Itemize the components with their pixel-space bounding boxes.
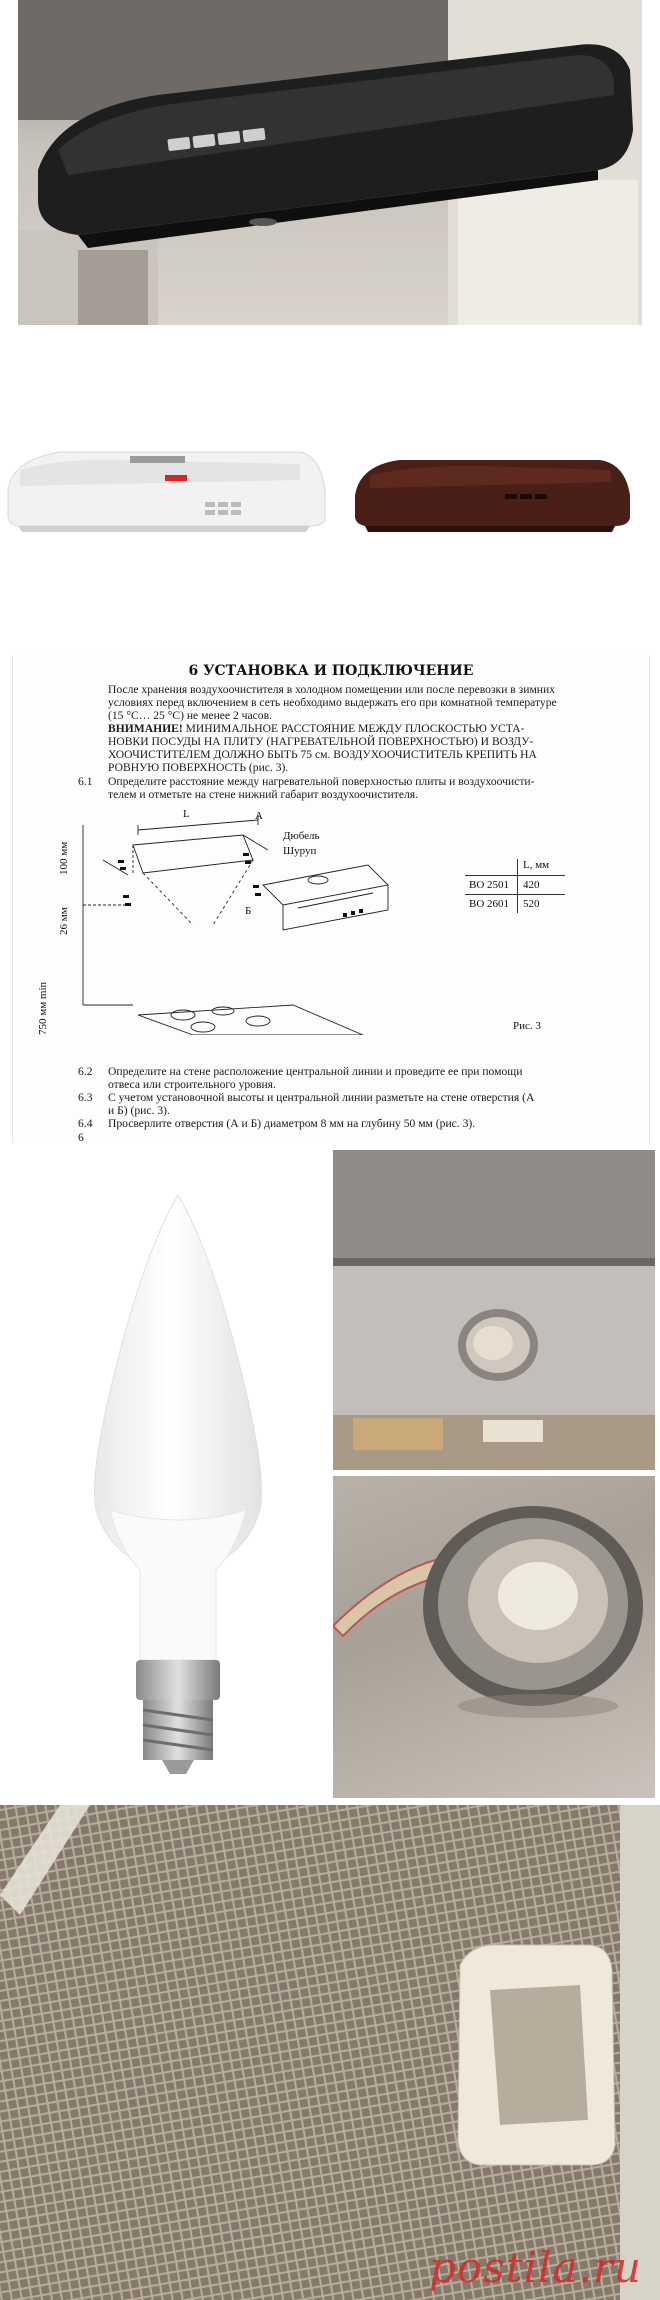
step-6-1-line-1: Определите расстояние между нагревательной поверхностью плиты и воздухоочисти- xyxy=(108,775,535,788)
white-and-brown-hoods-image xyxy=(0,420,660,650)
step-6-3-line-2: и Б) (рис. 3). xyxy=(108,1104,170,1117)
intro-line-3: (15 °C… 25 °C) не менее 2 часов. xyxy=(108,709,272,722)
photo-grease-filter xyxy=(0,1805,660,2300)
step-6-2-line-1: Определите на стене расположение центральной линии и проведите ее при помощи xyxy=(108,1065,523,1078)
warning-line-2: НОВКИ ПОСУДЫ НА ПЛИТУ (НАГРЕВАТЕЛЬНОЙ ПОВЕРХНОСТЬЮ) И ВОЗДУ- xyxy=(108,735,534,748)
brown-hood xyxy=(355,460,630,532)
warning-text-1: МИНИМАЛЬНОЕ РАССТОЯНИЕ МЕЖДУ ПЛОСКОСТЬЮ УСТА- xyxy=(182,722,525,735)
bulb-image xyxy=(0,1150,330,1800)
warning-label: ВНИМАНИЕ! xyxy=(108,722,183,735)
table-cell-value: 420 xyxy=(523,879,540,891)
next-step-number: 6 xyxy=(78,1131,84,1143)
white-hood xyxy=(8,452,325,532)
step-6-3-number: 6.3 xyxy=(78,1091,93,1104)
diagram-label-dowel: Дюбель xyxy=(283,830,320,842)
step-6-3-line-1: С учетом установочной высоты и центральной линии разметьте на стене отверстия (А xyxy=(108,1091,535,1104)
table-row: ВО 2601 xyxy=(469,898,510,910)
lamp-closeup-image xyxy=(333,1476,655,1798)
manual-page xyxy=(12,655,650,1143)
photo-hood-lamp xyxy=(333,1150,655,1470)
step-6-4-text: Просверлите отверстия (А и Б) диаметром 8 мм на глубину 50 мм (рис. 3). xyxy=(108,1117,476,1130)
table-header: L, мм xyxy=(523,859,550,871)
watermark: postila.ru xyxy=(429,2243,642,2292)
grease-filter-image xyxy=(0,1805,660,2300)
step-6-2-line-2: отвеса или строительного уровня. xyxy=(108,1078,276,1091)
figure-caption: Рис. 3 xyxy=(513,1020,541,1032)
section-title: 6 УСТАНОВКА И ПОДКЛЮЧЕНИЕ xyxy=(188,663,474,679)
table-cell-value: 520 xyxy=(523,898,540,910)
diagram-label-B: Б xyxy=(245,905,252,917)
diagram-label-screw: Шуруп xyxy=(283,845,317,857)
step-6-2-number: 6.2 xyxy=(78,1065,93,1078)
diagram-label-750mm: 750 мм min xyxy=(37,981,49,1035)
warning-line-4: РОВНУЮ ПОВЕРХНОСТЬ (рис. 3). xyxy=(108,761,289,774)
diagram-label-L: L xyxy=(183,808,190,820)
warning-line-3: ХООЧИСТИТЕЛЕМ ДОЛЖНО БЫТЬ 75 см. ВОЗДУХООЧИСТИТЕЛЬ КРЕПИТЬ НА xyxy=(108,748,537,761)
table-row: ВО 2501 xyxy=(469,879,510,891)
photo-lamp-closeup xyxy=(333,1476,655,1798)
photo-black-hood xyxy=(18,0,642,325)
hood-lamp-image xyxy=(333,1150,655,1470)
step-6-1-line-2: телем и отметьте на стене нижний габарит воздухоочистителя. xyxy=(108,788,418,801)
black-hood-image xyxy=(18,0,642,325)
photo-two-hoods xyxy=(0,420,660,650)
step-6-1-number: 6.1 xyxy=(78,775,93,788)
step-6-4-number: 6.4 xyxy=(78,1117,93,1130)
intro-line-1: После хранения воздухоочистителя в холодном помещении или после перевозки в зимних xyxy=(108,683,555,696)
diagram-label-26mm: 26 мм xyxy=(58,907,70,935)
photo-led-bulb xyxy=(0,1150,330,1800)
intro-line-2: условиях перед включением в сеть необходимо выдержать его при комнатной температуре xyxy=(108,696,557,709)
diagram-label-100mm: 100 мм xyxy=(58,841,70,875)
warning-line-1 xyxy=(108,722,524,735)
diagram-label-A: А xyxy=(255,810,263,822)
